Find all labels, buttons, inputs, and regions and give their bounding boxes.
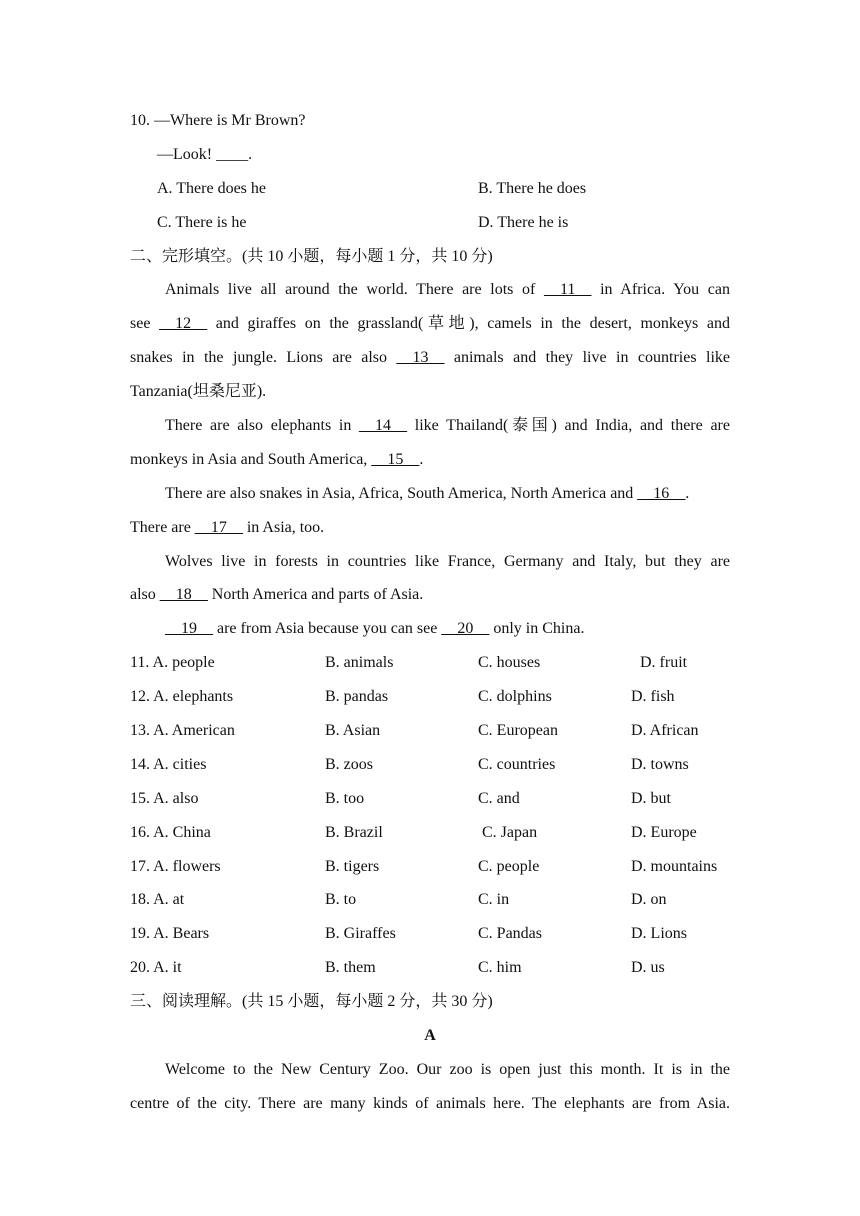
passage-text: centre of the city. There are many kinds of animals here. The elephants are from Asia.: [130, 1094, 730, 1112]
passage-text: Wolves live in forests in countries like France, Germany and Italy, but they are: [165, 552, 730, 570]
passage-line: [130, 1087, 730, 1121]
passage-text: Animals live all around the world. There are lots of: [165, 281, 545, 299]
passage-line: [130, 307, 730, 341]
passage-line: [130, 341, 730, 375]
passage-text: like Thailand(泰国) and India, and there are: [407, 417, 730, 435]
passage-text: monkeys in Asia and South America,: [130, 450, 372, 468]
question-10-stem: [130, 104, 730, 138]
options-row: [130, 883, 730, 917]
passage-text: There are also elephants in: [165, 417, 360, 435]
option: B. too: [325, 789, 365, 807]
option: B. Asian: [325, 722, 381, 740]
blank-20: __20__: [441, 620, 490, 638]
option: 19. A. Bears: [130, 925, 210, 943]
options-row: [130, 951, 730, 985]
passage-line: [130, 578, 730, 612]
passage-text: There are: [130, 518, 195, 536]
options-row: [130, 917, 730, 951]
question-text: 10. —Where is Mr Brown?: [130, 112, 306, 129]
options-row: [130, 816, 730, 850]
passage-text: in Africa. You can: [591, 281, 731, 299]
passage-text: snakes in the jungle. Lions are also: [130, 349, 397, 367]
passage-line: [130, 1053, 730, 1087]
passage-text: animals and they live in countries like: [444, 349, 731, 367]
passage-text: North America and parts of Asia.: [207, 586, 424, 604]
option: 13. A. American: [130, 722, 235, 740]
option: C. people: [478, 857, 540, 875]
blank-16: __16__: [637, 484, 686, 502]
option: C. countries: [478, 755, 556, 773]
passage-text: .: [419, 450, 424, 468]
passage-text: .: [685, 484, 690, 502]
passage-line: [130, 511, 730, 545]
option: 14. A. cities: [130, 755, 207, 773]
option: B. zoos: [325, 755, 373, 773]
passage-text: Tanzania(坦桑尼亚).: [130, 383, 267, 401]
passage-line: [130, 273, 730, 307]
passage-line: [130, 409, 730, 443]
passage-line: [130, 443, 730, 477]
option: C. houses: [478, 654, 541, 672]
blank-14: __14__: [359, 417, 408, 435]
option: C. dolphins: [478, 688, 552, 706]
option: 18. A. at: [130, 891, 185, 909]
option: D. Lions: [631, 925, 687, 943]
option: D. There he is: [478, 213, 569, 231]
options-row: [130, 782, 730, 816]
options-row: [130, 680, 730, 714]
passage-text: are from Asia because you can see: [213, 620, 442, 638]
option: D. mountains: [631, 857, 718, 875]
worksheet-page: [130, 104, 730, 1121]
question-10-options-row-2: [130, 206, 730, 240]
passage-text: in Asia, too.: [242, 518, 325, 536]
blank-13: __13__: [396, 349, 445, 367]
blank-17: __17__: [194, 518, 243, 536]
option: C. him: [478, 959, 522, 977]
blank-18: __18__: [159, 586, 208, 604]
passage-text: There are also snakes in Asia, Africa, South America, North America and: [165, 484, 638, 502]
passage-a-label: A: [424, 1027, 436, 1045]
option: D. fruit: [640, 654, 688, 672]
option: B. to: [325, 891, 357, 909]
option: C. Japan: [482, 823, 538, 841]
question-reply-text: —Look! ____.: [157, 145, 253, 163]
passage-line: [130, 375, 730, 409]
option: D. African: [631, 722, 699, 740]
blank-19: __19__: [165, 620, 213, 638]
passage-text: and giraffes on the grassland(草地), camels in the desert, monkeys and: [207, 315, 730, 333]
question-10-reply: [130, 138, 730, 172]
option: 17. A. flowers: [130, 857, 221, 875]
option: C. There is he: [157, 213, 247, 231]
passage-line: [130, 477, 730, 511]
options-row: [130, 714, 730, 748]
option: B. pandas: [325, 688, 389, 706]
option: C. and: [478, 789, 520, 807]
blank-12: __12__: [159, 315, 208, 333]
options-row: [130, 646, 730, 680]
option: C. in: [478, 891, 510, 909]
option: 12. A. elephants: [130, 688, 234, 706]
passage-text: also: [130, 586, 160, 604]
option: 20. A. it: [130, 959, 182, 977]
option: D. but: [631, 789, 671, 807]
option: D. towns: [631, 755, 689, 773]
question-10-options-row-1: [130, 172, 730, 206]
option: B. There he does: [478, 179, 587, 197]
options-row: [130, 748, 730, 782]
passage-line: [130, 612, 730, 646]
option: B. animals: [325, 654, 394, 672]
option: 11. A. people: [130, 654, 215, 672]
option: C. European: [478, 722, 558, 740]
option: D. fish: [631, 688, 675, 706]
option: D. us: [631, 959, 665, 977]
section-2-title: 二、完形填空。(共 10 小题，每小题 1 分，共 10 分): [130, 247, 493, 265]
passage-text: see: [130, 315, 160, 333]
option: B. Giraffes: [325, 925, 396, 943]
option: A. There does he: [157, 179, 266, 197]
option: D. Europe: [631, 823, 697, 841]
option: D. on: [631, 891, 667, 909]
option: 15. A. also: [130, 789, 199, 807]
blank-15: __15__: [371, 450, 420, 468]
section-3-title: 三、阅读理解。(共 15 小题，每小题 2 分，共 30 分): [130, 993, 493, 1011]
option: B. them: [325, 959, 376, 977]
passage-line: [130, 545, 730, 579]
options-row: [130, 850, 730, 884]
option: 16. A. China: [130, 823, 211, 841]
option: B. tigers: [325, 857, 380, 875]
option: B. Brazil: [325, 823, 383, 841]
blank-11: __11__: [544, 281, 592, 299]
passage-text: only in China.: [489, 620, 585, 638]
option: C. Pandas: [478, 925, 542, 943]
passage-text: Welcome to the New Century Zoo. Our zoo is open just this month. It is in the: [165, 1060, 730, 1078]
